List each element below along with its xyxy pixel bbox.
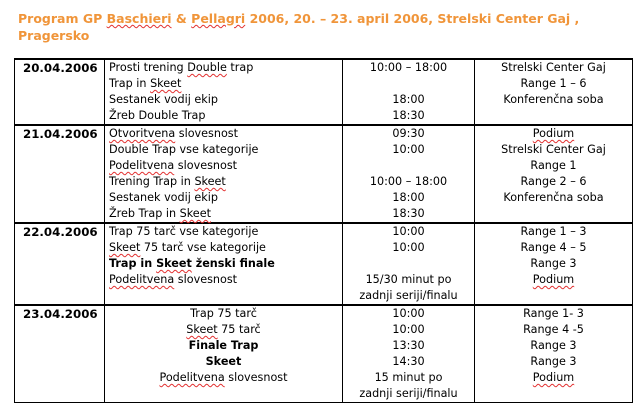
- time-label: 18:30: [392, 109, 425, 122]
- date-label: 22.04.2006: [23, 225, 98, 239]
- event-label: Skeet 75 tarč vse kategorije: [109, 241, 266, 254]
- time-cell: [343, 59, 475, 125]
- time-label: [347, 158, 470, 174]
- time-label: 18:00: [392, 191, 425, 204]
- location-cell: [475, 305, 633, 403]
- event-cell: [105, 59, 343, 125]
- event-label: Double Trap vse kategorije: [109, 143, 259, 156]
- schedule-table: [14, 58, 633, 403]
- time-label: [347, 256, 470, 272]
- date-cell: [15, 305, 105, 403]
- event-label: Trening Trap in Skeet: [109, 175, 226, 188]
- location-label: Range 4 – 5: [520, 241, 587, 254]
- date-label: 23.04.2006: [23, 307, 98, 321]
- event-label: [109, 288, 338, 304]
- location-cell: [475, 223, 633, 305]
- time-cell: [343, 125, 475, 223]
- title-text: 2006, 20. – 23. april 2006, Strelski Center Gaj ,: [245, 11, 580, 26]
- time-label: 15/30 minut po: [365, 273, 452, 286]
- date-label: 21.04.2006: [23, 127, 98, 141]
- time-label: 10:00 – 18:00: [369, 61, 448, 74]
- event-label: Podelitvena slovesnost: [109, 159, 238, 172]
- date-cell: [15, 125, 105, 223]
- title-line-1: [18, 10, 618, 27]
- location-cell: [475, 125, 633, 223]
- location-label: Konferenčna soba: [503, 93, 604, 106]
- event-label: Skeet: [205, 355, 242, 368]
- day-row-2: [15, 125, 633, 223]
- location-label: Range 1: [530, 159, 577, 172]
- time-label: [347, 76, 470, 92]
- event-label: Žreb Trap in Skeet: [109, 207, 211, 220]
- time-label: 14:30: [392, 355, 425, 368]
- time-label: 10:00: [392, 307, 425, 320]
- location-label: [479, 288, 628, 304]
- event-label: Trap in Skeet ženski finale: [109, 257, 275, 270]
- location-label: [479, 386, 628, 402]
- day-row-4: [15, 305, 633, 403]
- date-cell: [15, 59, 105, 125]
- event-label: Prosti trening Double trap: [109, 61, 254, 74]
- page-title: [18, 10, 618, 44]
- time-label: 18:30: [392, 207, 425, 220]
- event-label: Finale Trap: [188, 339, 259, 352]
- time-cell: [343, 305, 475, 403]
- location-label: Strelski Center Gaj: [501, 61, 606, 74]
- location-label: Range 1- 3: [523, 307, 584, 320]
- event-label: Trap in Skeet: [109, 77, 182, 90]
- time-label: 09:30: [392, 127, 425, 140]
- location-label: Range 3: [530, 339, 577, 352]
- event-label: Sestanek vodij ekip: [109, 191, 218, 204]
- time-label: 10:00 – 18:00: [369, 175, 448, 188]
- event-label: Podelitvena slovesnost: [159, 371, 288, 384]
- time-label: zadnji seriji/finalu: [359, 289, 458, 302]
- time-cell: [343, 223, 475, 305]
- time-label: 13:30: [392, 339, 425, 352]
- location-label: Range 3: [530, 257, 577, 270]
- day-row-3: [15, 223, 633, 305]
- event-cell: [105, 305, 343, 403]
- location-label: Range 1 – 3: [520, 225, 587, 238]
- date-cell: [15, 223, 105, 305]
- location-label: [479, 108, 628, 124]
- location-label: Range 2 – 6: [520, 175, 587, 188]
- title-text: &: [171, 11, 192, 26]
- time-label: zadnji seriji/finalu: [359, 387, 458, 400]
- title-name-pellagri: Pellagri: [191, 11, 246, 26]
- event-label: Otvoritvena slovesnost: [109, 127, 239, 140]
- time-label: 10:00: [392, 241, 425, 254]
- event-label: Sestanek vodij ekip: [109, 93, 218, 106]
- location-label: Konferenčna soba: [503, 191, 604, 204]
- location-label: Podium: [532, 127, 575, 140]
- time-label: 10:00: [392, 323, 425, 336]
- time-label: 10:00: [392, 225, 425, 238]
- day-row-1: [15, 59, 633, 125]
- location-label: Podium: [532, 273, 575, 286]
- event-cell: [105, 223, 343, 305]
- location-label: Range 4 -5: [523, 323, 584, 336]
- event-label: Skeet 75 tarč: [186, 323, 261, 336]
- event-label: [109, 386, 338, 402]
- event-label: Trap 75 tarč vse kategorije: [109, 225, 259, 238]
- event-cell: [105, 125, 343, 223]
- date-label: 20.04.2006: [23, 61, 98, 75]
- location-cell: [475, 59, 633, 125]
- time-label: 15 minut po: [374, 371, 443, 384]
- time-label: 10:00: [392, 143, 425, 156]
- event-label: Podelitvena slovesnost: [109, 273, 238, 286]
- time-label: 18:00: [392, 93, 425, 106]
- event-label: Trap 75 tarč: [190, 307, 257, 320]
- event-label: Žreb Double Trap: [109, 109, 206, 122]
- location-label: [479, 206, 628, 222]
- title-text: Program GP: [18, 11, 107, 26]
- location-label: Range 1 – 6: [520, 77, 587, 90]
- location-label: Strelski Center Gaj: [501, 143, 606, 156]
- location-label: Podium: [532, 371, 575, 384]
- location-label: Range 3: [530, 355, 577, 368]
- title-line-2: Pragersko: [18, 28, 90, 43]
- title-name-baschieri: Baschieri: [106, 11, 172, 26]
